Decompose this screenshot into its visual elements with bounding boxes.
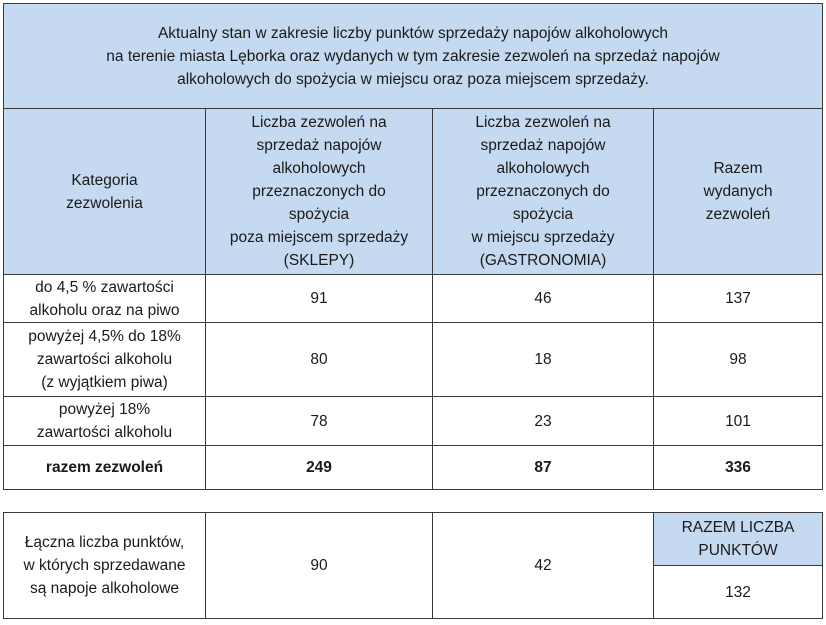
table-row	[4, 397, 823, 446]
cell-off-premise: 91	[206, 275, 433, 323]
cell-total: 137	[654, 275, 823, 323]
table-title: Aktualny stan w zakresie liczby punktów sprzedaży napojów alkoholowych na terenie miasta Lęborka oraz wydanych w tym zakresie zezwoleń na sprzedaż napojów alkoholowych do spożycia w miejscu oraz poza miejscem sprzedaży.	[4, 4, 823, 109]
header-on-premise: Liczba zezwoleń na sprzedaż napojów alkoholowych przeznaczonych do spożycia w miejscu sprzedaży (GASTRONOMIA)	[433, 109, 654, 275]
header-category: Kategoria zezwolenia	[4, 109, 206, 275]
cell-on-premise: 46	[433, 275, 654, 323]
cell-on-premise: 23	[433, 397, 654, 446]
row-label: do 4,5 % zawartości alkoholu oraz na piwo	[4, 275, 206, 323]
points-table	[3, 512, 823, 619]
cell-total: 101	[654, 397, 823, 446]
points-total-header: RAZEM LICZBA PUNKTÓW	[654, 513, 823, 566]
points-label: Łączna liczba punktów, w których sprzedawane są napoje alkoholowe	[4, 513, 206, 619]
cell-total: 98	[654, 323, 823, 397]
points-total: 132	[654, 566, 823, 619]
cell-off-premise: 78	[206, 397, 433, 446]
header-off-premise: Liczba zezwoleń na sprzedaż napojów alkoholowych przeznaczonych do spożycia poza miejscem sprzedaży (SKLEPY)	[206, 109, 433, 275]
totals-on-premise: 87	[433, 446, 654, 490]
points-off-premise: 90	[206, 513, 433, 619]
row-label: powyżej 4,5% do 18% zawartości alkoholu (z wyjątkiem piwa)	[4, 323, 206, 397]
permits-table	[3, 3, 823, 490]
cell-on-premise: 18	[433, 323, 654, 397]
totals-off-premise: 249	[206, 446, 433, 490]
table-row	[4, 323, 823, 397]
row-label: powyżej 18% zawartości alkoholu	[4, 397, 206, 446]
totals-label: razem zezwoleń	[4, 446, 206, 490]
header-total: Razem wydanych zezwoleń	[654, 109, 823, 275]
points-on-premise: 42	[433, 513, 654, 619]
totals-row	[4, 446, 823, 490]
cell-off-premise: 80	[206, 323, 433, 397]
totals-total: 336	[654, 446, 823, 490]
table-row	[4, 275, 823, 323]
